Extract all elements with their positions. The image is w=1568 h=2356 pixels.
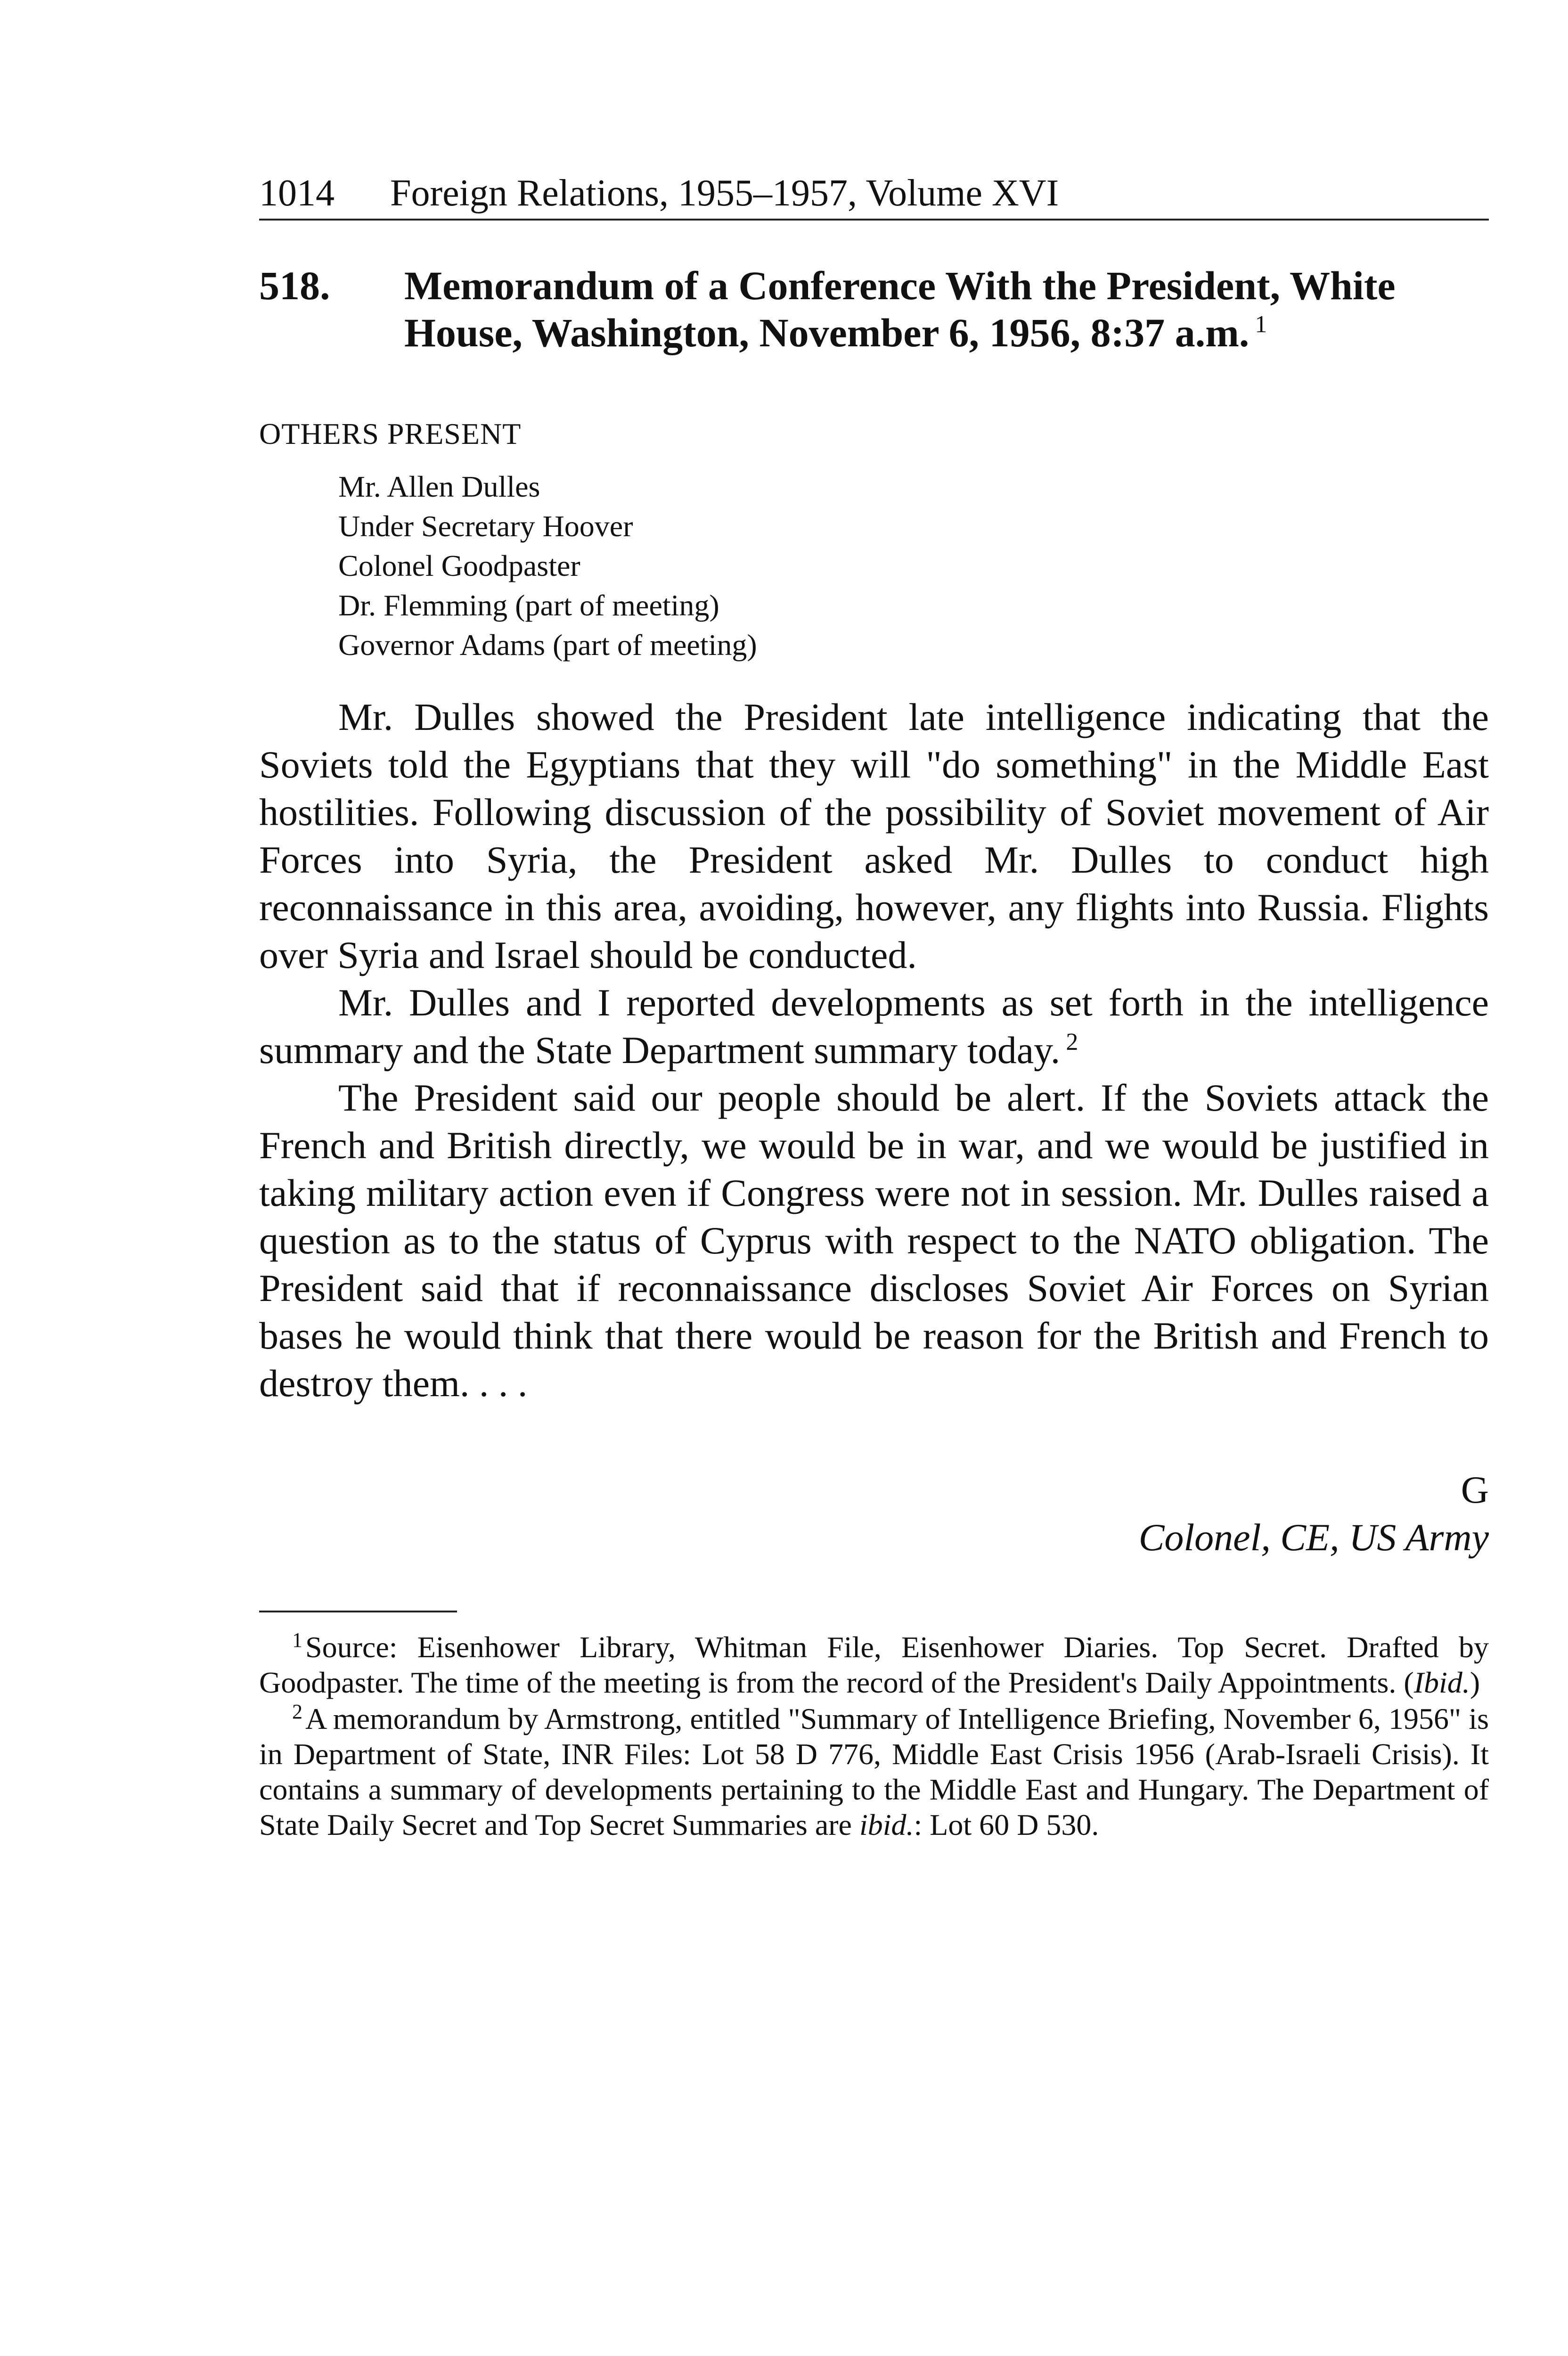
- body-paragraph-1: Mr. Dulles showed the President late intelligence indicating that the Soviets told the Egyptians that they will "do something" in the Middle East hostilities. Following discussion of the possibility of Soviet movement of Air Forces into Syria, the President asked Mr. Dulles to conduct high reconnaissance in this area, avoiding, however, any flights into Russia. Flights over Syria and Israel should be conducted.: [259, 695, 1489, 976]
- signature-title: Colonel, CE, US Army: [1138, 1516, 1489, 1559]
- attendee: Dr. Flemming (part of meeting): [338, 589, 719, 622]
- attendee: Under Secretary Hoover: [338, 509, 633, 543]
- footnote-divider: [259, 1611, 457, 1612]
- document-heading: [259, 262, 1489, 356]
- footnotes: [259, 1629, 1489, 1842]
- attendee: Mr. Allen Dulles: [338, 470, 540, 503]
- running-head: [259, 170, 1489, 221]
- signature-block: [259, 1466, 1489, 1561]
- footnote-1-text: Source: Eisenhower Library, Whitman File, Eisenhower Diaries. Top Secret. Drafted by Goodpaster. The time of the meeting is from the record of the President's Daily Appointments. (: [259, 1630, 1489, 1699]
- footnote-1: [259, 1629, 1489, 1700]
- page-number: 1014: [259, 172, 335, 214]
- document-number: 518.: [259, 263, 330, 308]
- footnote-2-text: A memorandum by Armstrong, entitled "Summary of Intelligence Briefing, November 6, 1956" is in Department of State, INR Files: Lot 58 D 776, Middle East Crisis 1956 (Arab-Israeli Crisis). It contains a summary of developments pertaining to the Middle East and Hungary. The Department of State Daily Secret and Top Secret Summaries are: [259, 1702, 1489, 1841]
- attendee: Colonel Goodpaster: [338, 549, 580, 582]
- document-title: [404, 262, 1489, 356]
- document-title-text: Memorandum of a Conference With the President, White House, Washington, November 6, 1956, 8:37 a.m.: [404, 263, 1396, 355]
- body-paragraph-2: [259, 979, 1489, 1074]
- footnote-ref-2[interactable]: 2: [1066, 1028, 1078, 1055]
- body-paragraph-2-text: Mr. Dulles and I reported developments as set forth in the intelligence summary and the State Department summary today.: [259, 981, 1489, 1072]
- footnote-ref-1[interactable]: 1: [1255, 311, 1267, 338]
- volume-title: Foreign Relations, 1955–1957, Volume XVI: [390, 172, 1059, 214]
- others-present-list: [338, 467, 1489, 665]
- footnote-1-close: ): [1470, 1666, 1480, 1699]
- footnote-2-marker: 2: [292, 1700, 302, 1723]
- signature-initial: G: [1461, 1468, 1489, 1511]
- document-page: [259, 170, 1489, 1843]
- body-paragraph-3: The President said our people should be alert. If the Soviets attack the French and British directly, we would be in war, and we would be justified in taking military action even if Congress were not in session. Mr. Dulles raised a question as to the status of Cyprus with respect to the NATO obligation. The President said that if reconnaissance discloses Soviet Air Forces on Syrian bases he would think that there would be reason for the British and French to destroy them. . . .: [259, 1076, 1489, 1405]
- footnote-2-tail: : Lot 60 D 530.: [914, 1808, 1099, 1841]
- footnote-1-marker: 1: [292, 1628, 302, 1652]
- others-present-heading: OTHERS PRESENT: [259, 417, 522, 450]
- attendee: Governor Adams (part of meeting): [338, 628, 757, 662]
- footnote-2: [259, 1701, 1489, 1842]
- memo-body: [259, 693, 1489, 1407]
- footnote-1-ibid: Ibid.: [1413, 1666, 1470, 1699]
- footnote-2-ibid: ibid.: [859, 1808, 914, 1841]
